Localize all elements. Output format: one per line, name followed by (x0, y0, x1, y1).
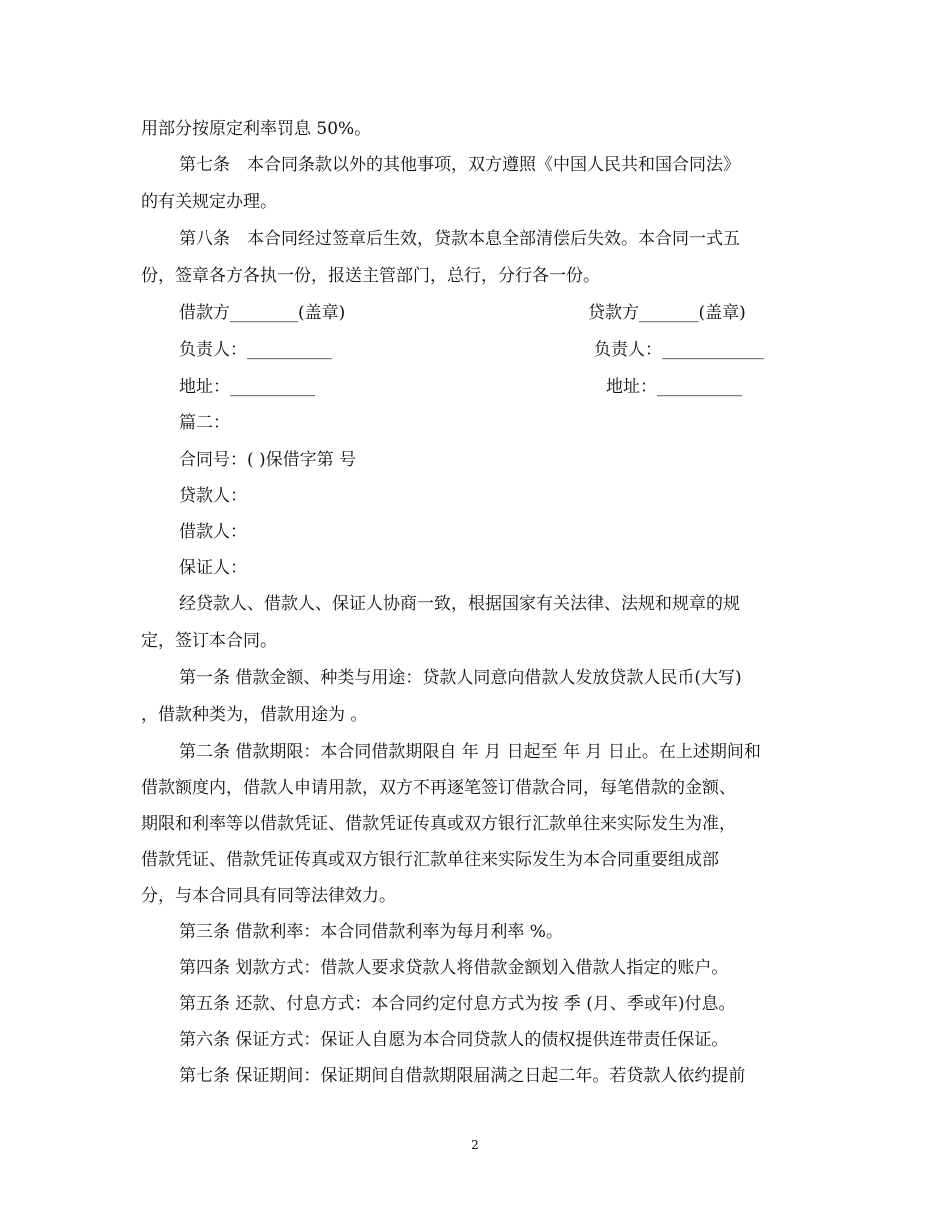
section-2-heading: 篇二： (179, 413, 230, 433)
clause-4: 第四条 划款方式：借款人要求贷款人将借款金额划入借款人指定的账户。 (179, 958, 729, 978)
contract-number: 合同号：( )保借字第 号 (179, 450, 357, 470)
article-8-line-2: 份，签章各方各执一份，报送主管部门，总行，分行各一份。 (141, 266, 600, 286)
signature-borrower: 借款方________(盖章) (179, 303, 346, 323)
preamble-line-1: 经贷款人、借款人、保证人协商一致，根据国家有关法律、法规和规章的规 (179, 594, 740, 614)
article-8-line-1: 第八条 本合同经过签章后生效，贷款本息全部清偿后失效。本合同一式五 (179, 229, 740, 249)
clause-2-line-4: 借款凭证、借款凭证传真或双方银行汇款单往来实际发生为本合同重要组成部 (141, 850, 719, 870)
clause-6: 第六条 保证方式：保证人自愿为本合同贷款人的债权提供连带责任保证。 (179, 1030, 729, 1050)
signature-borrower-person: 负责人：__________ (179, 340, 332, 360)
lender-field: 贷款人： (179, 486, 247, 506)
body-line-1: 用部分按原定利率罚息 50%。 (141, 119, 372, 139)
clause-2-line-3: 期限和利率等以借款凭证、借款凭证传真或双方银行汇款单往来实际发生为准， (141, 814, 736, 834)
clause-5: 第五条 还款、付息方式：本合同约定付息方式为按 季 (月、季或年)付息。 (179, 994, 736, 1014)
clause-2-line-1: 第二条 借款期限：本合同借款期限自 年 月 日起至 年 月 日止。在上述期间和 (179, 742, 761, 762)
signature-lender-person: 负责人：____________ (594, 340, 764, 360)
clause-2-line-5: 分，与本合同具有同等法律效力。 (141, 886, 396, 906)
borrower-field: 借款人： (179, 522, 247, 542)
clause-1-line-1: 第一条 借款金额、种类与用途：贷款人同意向借款人发放贷款人民币(大写) (179, 668, 742, 688)
page-number: 2 (471, 1138, 479, 1152)
clause-7: 第七条 保证期间：保证期间自借款期限届满之日起二年。若贷款人依约提前 (179, 1066, 746, 1086)
signature-lender: 贷款方_______(盖章) (588, 303, 746, 323)
signature-lender-address: 地址：__________ (606, 377, 742, 397)
preamble-line-2: 定，签订本合同。 (141, 631, 277, 651)
clause-1-line-2: ，借款种类为，借款用途为 。 (141, 705, 368, 725)
article-7-line-2: 的有关规定办理。 (141, 192, 277, 212)
signature-borrower-address: 地址：__________ (179, 377, 315, 397)
clause-3: 第三条 借款利率：本合同借款利率为每月利率 %。 (179, 922, 563, 942)
guarantor-field: 保证人： (179, 558, 247, 578)
article-7-line-1: 第七条 本合同条款以外的其他事项，双方遵照《中国人民共和国合同法》 (179, 155, 740, 175)
clause-2-line-2: 借款额度内，借款人申请用款，双方不再逐笔签订借款合同，每笔借款的金额、 (141, 778, 736, 798)
